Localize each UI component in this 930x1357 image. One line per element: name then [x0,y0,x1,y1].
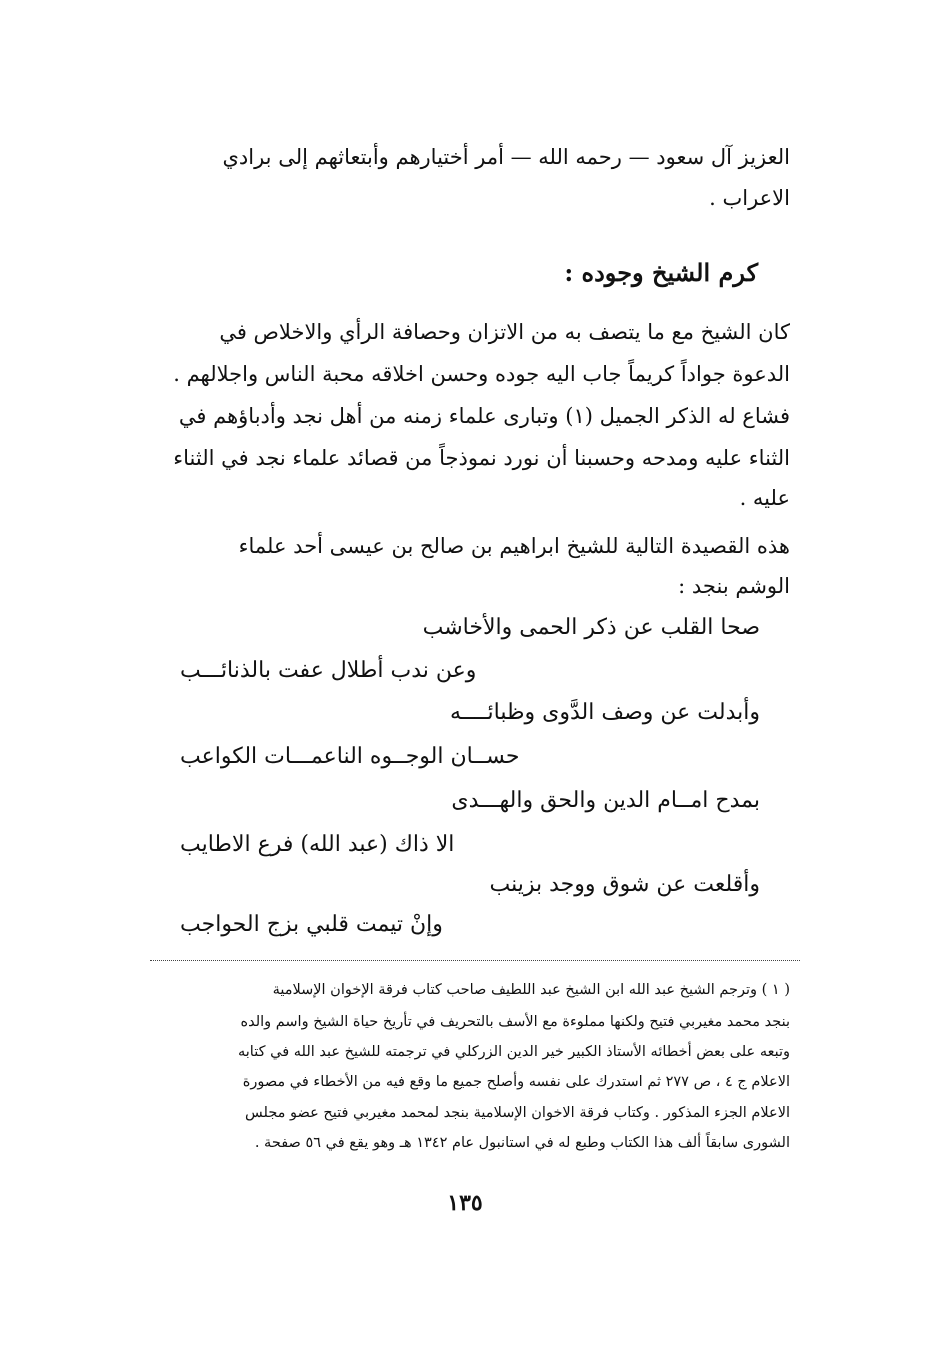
paragraph-line: الاعراب . [709,186,790,210]
paragraph-line: الوشم بنجد : [678,574,790,598]
poem-verse-first-half: وأبدلت عن وصف الدَّوى وظبائــــه [449,700,760,725]
poem-verse-first-half: وأقلعت عن شوق ووجد بزينب [489,872,760,897]
paragraph-line: هذه القصيدة التالية للشيخ ابراهيم بن صالح بن عيسى أحد علماء [238,534,790,558]
paragraph-line: العزيز آل سعود — رحمه الله — أمر أختيارهم وأبتعاثهم إلى برادي [222,145,790,169]
poem-verse-second-half: وعن ندب أطلال عفت بالذنائـــب [180,658,477,683]
paragraph-line: الثناء عليه ومدحه وحسبنا أن نورد نموذجاً من قصائد علماء نجد في الثناء [173,446,790,470]
footnote-line: وتبعه على بعض أخطائه الأستاذ الكبير خير الدين الزركلي في ترجمته للشيخ عبد الله في كتابه [238,1044,790,1060]
footnote-divider [150,960,800,961]
poem-verse-first-half: بمدح امــام الدين والحق والهـــدى [451,788,760,813]
footnote-line: ( ١ ) وترجم الشيخ عبد الله ابن الشيخ عبد اللطيف صاحب كتاب فرقة الإخوان الإسلامية [272,982,790,998]
footnote-line: الشورى سابقاً ألف هذا الكتاب وطبع له في استانبول عام ١٣٤٢ هـ وهو يقع في ٥٦ صفحة . [254,1135,790,1151]
footnote-line: الاعلام ج ٤ ، ص ٢٧٧ ثم استدرك على نفسه وأصلح جميع ما وقع فيه من الأخطاء في مصورة [242,1074,790,1090]
footnote-line: الاعلام الجزء المذكور . وكتاب فرقة الاخوان الإسلامية بنجد لمحمد مغيربي فتيح عضو مجلس [245,1105,790,1121]
poem-verse-first-half: صحا القلب عن ذكر الحمى والأخاشب [422,615,760,640]
paragraph-line: عليه . [739,486,790,510]
section-heading: كرم الشيخ وجوده : [564,258,758,287]
footnote-line: بنجد محمد مغيربي فتيح ولكنها مملوءة مع الأسف بالتحريف في تأريخ حياة الشيخ واسم والده [240,1014,790,1030]
paragraph-line: كان الشيخ مع ما يتصف به من الاتزان وحصافة الرأي والاخلاص في [219,320,790,344]
poem-verse-second-half: الا ذاك (عبد الله) فرع الاطايب [180,832,455,857]
page-number: ١٣٥ [447,1190,483,1216]
paragraph-line: فشاع له الذكر الجميل (١) وتبارى علماء زمنه من أهل نجد وأدباؤهم في [178,404,790,428]
poem-verse-second-half: وإنْ تيمت قلبي بزج الحواجب [180,912,443,937]
paragraph-line: الدعوة جواداً كريماً جاب اليه جوده وحسن اخلاقه محبة الناس واجلالهم . [173,362,790,386]
poem-verse-second-half: حســان الوجــوه الناعمـــات الكواعب [180,744,520,769]
